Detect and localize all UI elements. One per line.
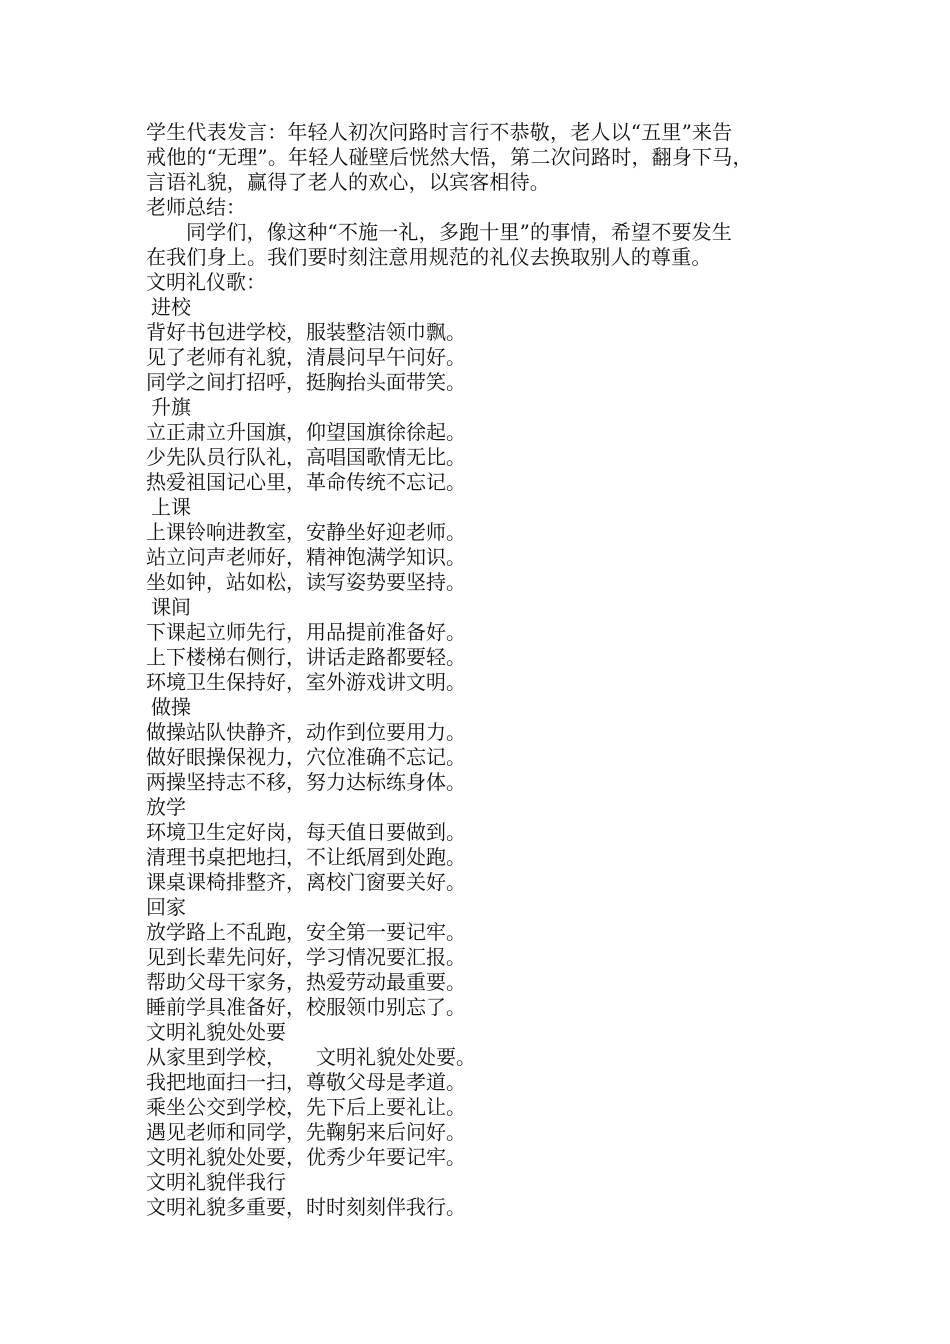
section-title: 课间: [151, 595, 191, 619]
verse-line: 清理书桌把地扫，不让纸屑到处跑。: [146, 845, 466, 869]
intro-line: 言语礼貌，赢得了老人的欢心，以宾客相待。: [146, 170, 550, 194]
poem-courtesy-everywhere: [146, 1020, 811, 1170]
verse-line: 环境卫生定好岗，每天值日要做到。: [146, 820, 466, 844]
song-heading: 文明礼仪歌：: [146, 270, 266, 294]
summary-heading: 老师总结：: [146, 195, 246, 219]
poem-title: 文明礼貌处处要: [146, 1020, 286, 1044]
summary-line: 在我们身上。我们要时刻注意用规范的礼仪去换取别人的尊重。: [146, 245, 712, 269]
verse-line: [146, 1045, 811, 1070]
summary-line: 同学们，像这种“不施一礼，多跑十里”的事情，希望不要发生: [186, 220, 733, 244]
verse-line: 我把地面扫一扫，尊敬父母是孝道。: [146, 1070, 466, 1094]
poem-courtesy-with-me: [146, 1170, 811, 1220]
song-section: [146, 270, 811, 1020]
verse-line: 立正肃立升国旗，仰望国旗徐徐起。: [146, 420, 466, 444]
verse-line: 睡前学具准备好，校服领巾别忘了。: [146, 995, 466, 1019]
verse-line: 同学之间打招呼，挺胸抬头面带笑。: [146, 370, 466, 394]
verse-line: 两操坚持志不移，努力达标练身体。: [146, 770, 466, 794]
summary-section: [146, 195, 811, 270]
verse-line: 见了老师有礼貌，清晨问早午问好。: [146, 345, 466, 369]
section-title: 进校: [151, 295, 191, 319]
verse-line: 见到长辈先问好，学习情况要汇报。: [146, 945, 466, 969]
verse-half: 从家里到学校，: [146, 1045, 286, 1069]
verse-line: 环境卫生保持好，室外游戏讲文明。: [146, 670, 466, 694]
verse-line: 遇见老师和同学，先鞠躬来后问好。: [146, 1120, 466, 1144]
verse-half: 文明礼貌处处要。: [316, 1045, 476, 1069]
poem-title: 文明礼貌伴我行: [146, 1170, 286, 1194]
section-title: 上课: [151, 495, 191, 519]
section-title: 放学: [146, 795, 186, 819]
document-page: [146, 120, 811, 1220]
verse-line: 热爱祖国记心里，革命传统不忘记。: [146, 470, 466, 494]
verse-line: 坐如钟，站如松，读写姿势要坚持。: [146, 570, 466, 594]
verse-line: 上下楼梯右侧行，讲话走路都要轻。: [146, 645, 466, 669]
intro-line: 戒他的“无理”。年轻人碰壁后恍然大悟，第二次问路时，翻身下马，: [146, 145, 753, 169]
verse-line: 放学路上不乱跑，安全第一要记牢。: [146, 920, 466, 944]
section-title: 升旗: [151, 395, 191, 419]
verse-line: 上课铃响进教室，安静坐好迎老师。: [146, 520, 466, 544]
intro-line: 学生代表发言：年轻人初次问路时言行不恭敬，老人以“五里”来告: [146, 120, 733, 144]
section-title: 做操: [151, 695, 191, 719]
verse-line: 文明礼貌处处要，优秀少年要记牢。: [146, 1145, 466, 1169]
verse-line: 文明礼貌多重要，时时刻刻伴我行。: [146, 1195, 466, 1219]
section-title: 回家: [146, 895, 186, 919]
verse-line: 背好书包进学校，服装整洁领巾飘。: [146, 320, 466, 344]
verse-line: 帮助父母干家务，热爱劳动最重要。: [146, 970, 466, 994]
intro-paragraph: [146, 120, 811, 195]
verse-line: 课桌课椅排整齐，离校门窗要关好。: [146, 870, 466, 894]
verse-line: 站立问声老师好，精神饱满学知识。: [146, 545, 466, 569]
verse-line: 做操站队快静齐，动作到位要用力。: [146, 720, 466, 744]
verse-line: 乘坐公交到学校，先下后上要礼让。: [146, 1095, 466, 1119]
verse-line: 少先队员行队礼，高唱国歌情无比。: [146, 445, 466, 469]
verse-line: 下课起立师先行，用品提前准备好。: [146, 620, 466, 644]
verse-line: 做好眼操保视力，穴位准确不忘记。: [146, 745, 466, 769]
